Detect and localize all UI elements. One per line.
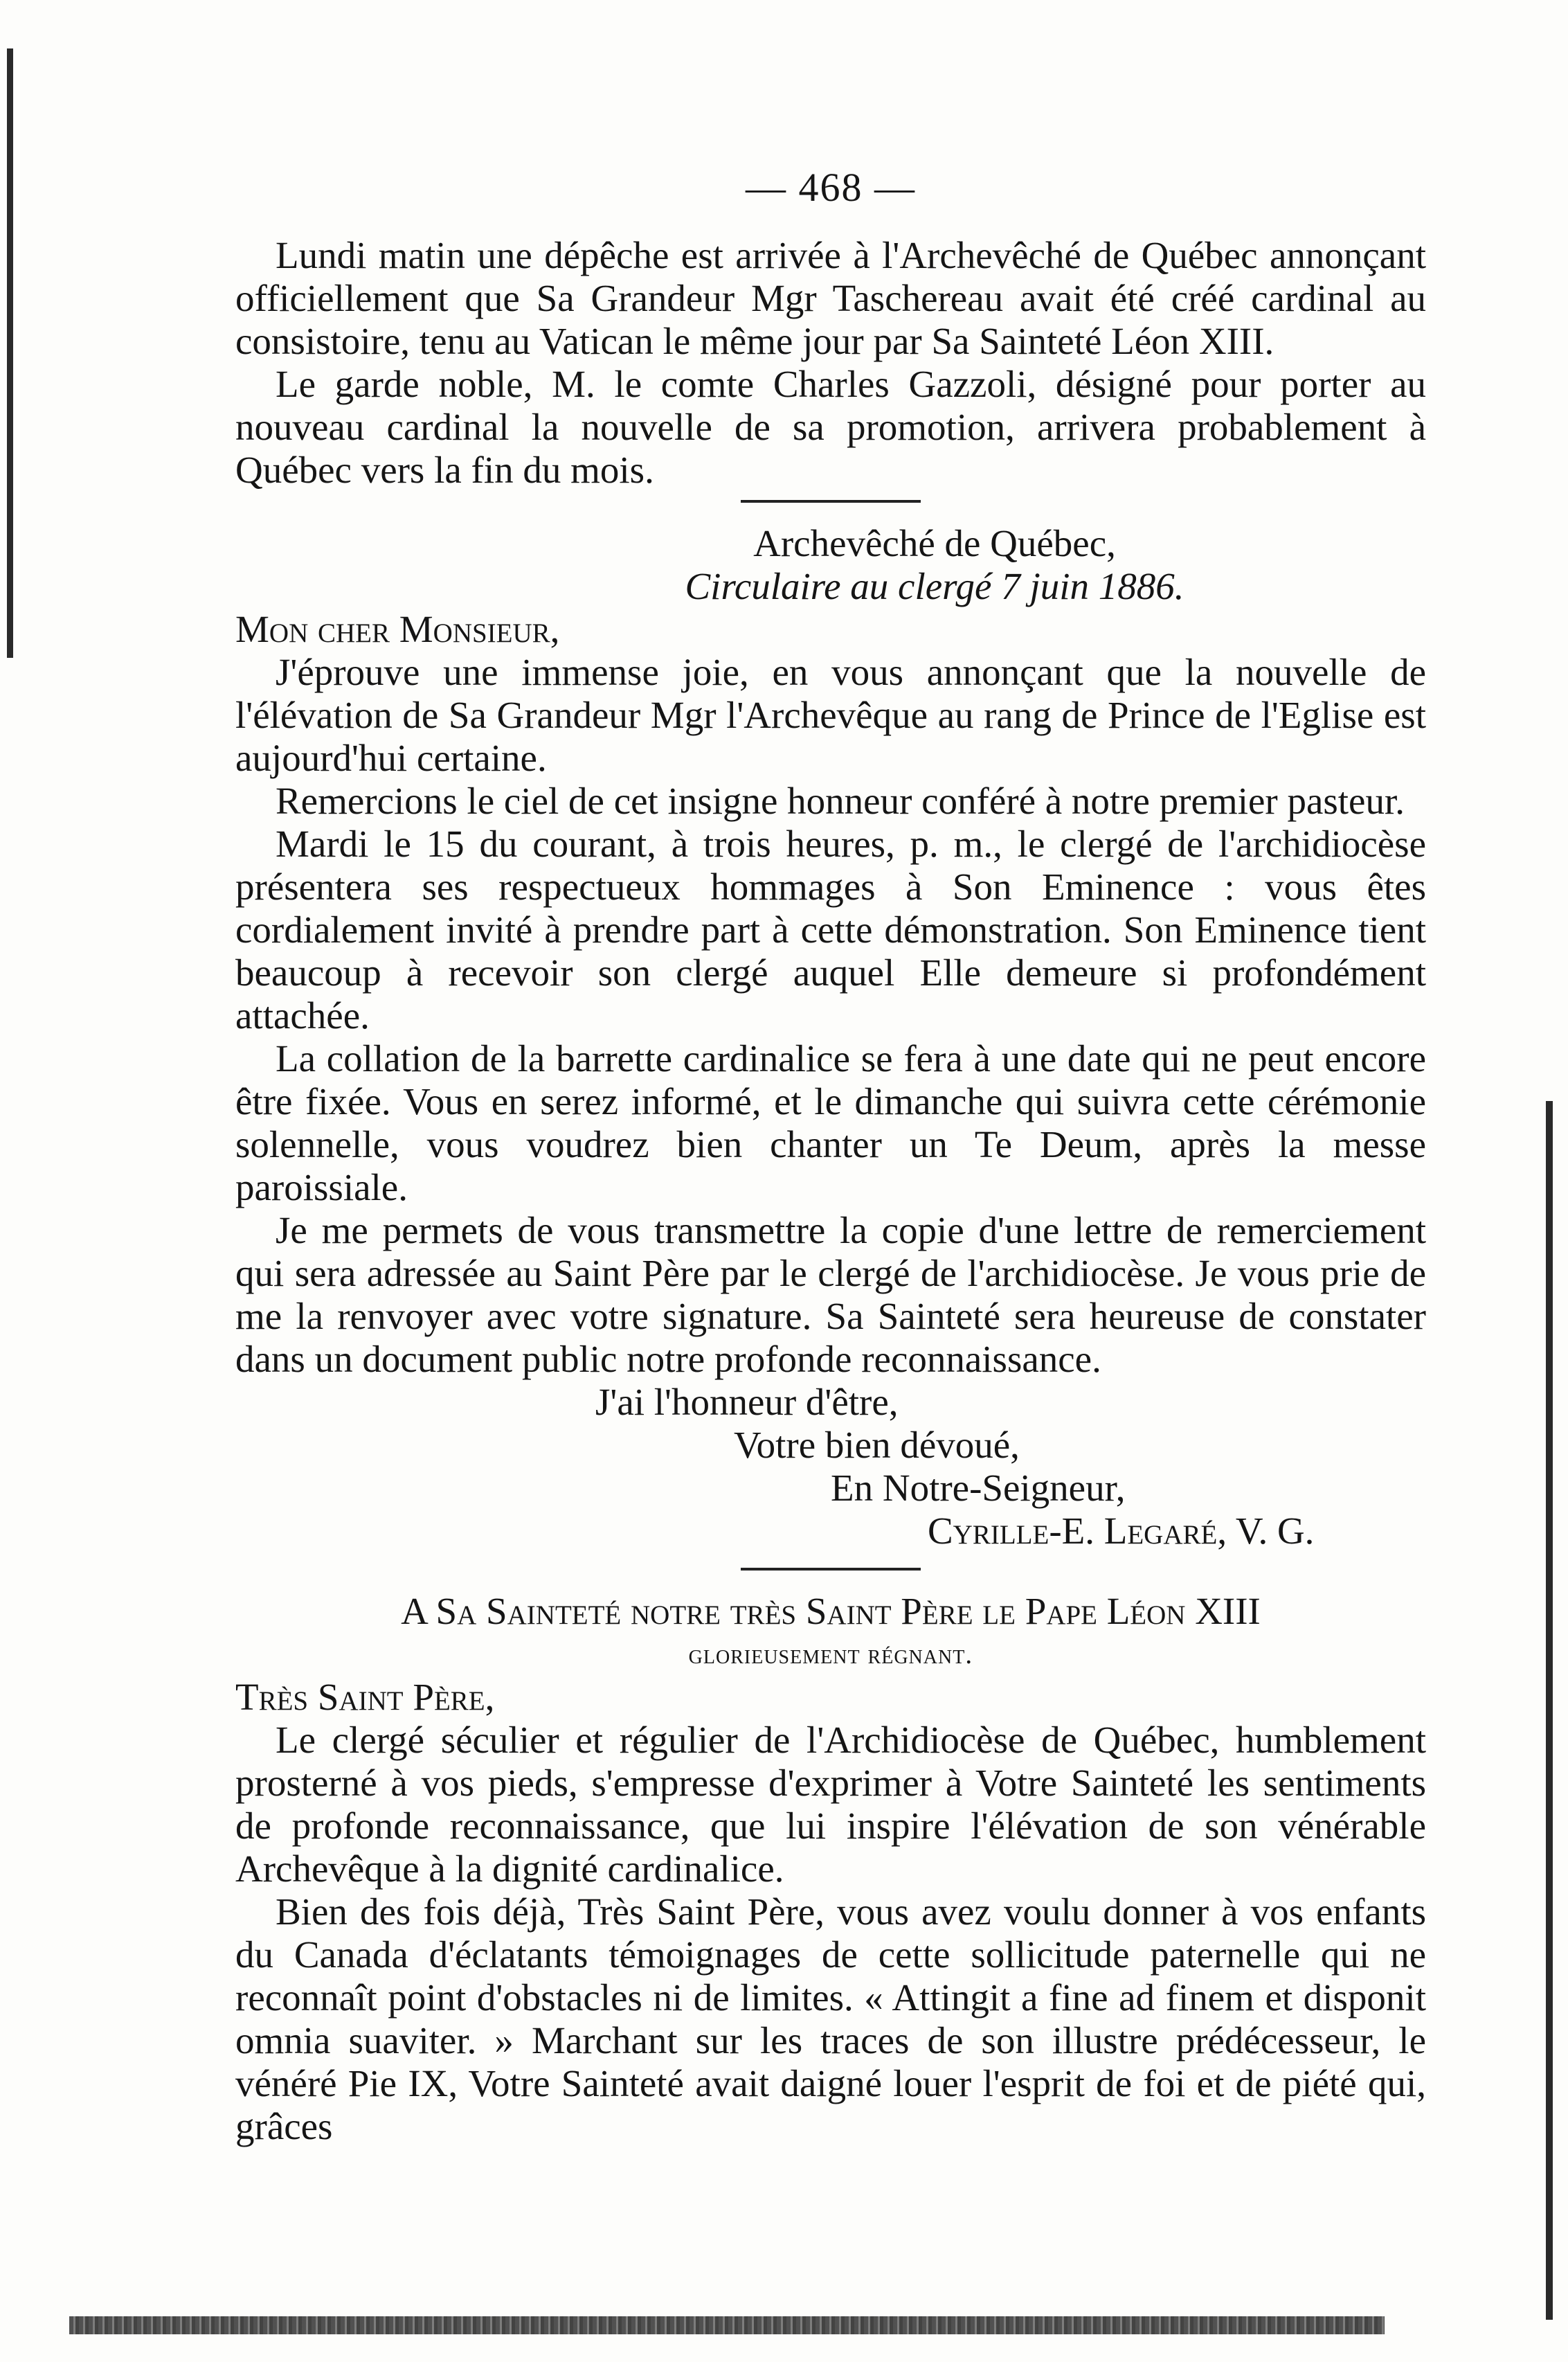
closing-line-2: Votre bien dévoué, (734, 1424, 1020, 1466)
circular-paragraph-3: Mardi le 15 du courant, à trois heures, p. m., le clergé de l'archidiocèse présentera ses respectueux hommages à Son Eminence : vous êtes cordialement invité à prendre part à cette démonstration. Son Eminence tient beaucoup à recevoir son clergé auquel Elle demeure si profondément attachée. (235, 823, 1426, 1037)
signature: Cyrille-E. Legaré, V. G. (928, 1510, 1315, 1552)
circular-paragraph-5: Je me permets de vous transmettre la copie d'une lettre de remerciement qui sera adressée au Saint Père par le clergé de l'archidiocèse. Je vous prie de me la renvoyer avec votre signature. Sa Sainteté sera heureuse de constater dans un document public notre profonde reconnaissance. (235, 1209, 1426, 1380)
news-paragraph-2: Le garde noble, M. le comte Charles Gazzoli, désigné pour porter au nouveau cardinal la nouvelle de sa promotion, arrivera probablement à Québec vers la fin du mois. (235, 363, 1426, 491)
separator-rule (741, 500, 921, 503)
closing-line-1: J'ai l'honneur d'être, (595, 1381, 899, 1423)
news-paragraph-1: Lundi matin une dépêche est arrivée à l'Archevêché de Québec annonçant officiellement que Sa Grandeur Mgr Taschereau avait été créé cardinal au consistoire, tenu au Vatican le même jour par Sa Sainteté Léon XIII. (235, 234, 1426, 362)
letter-subheading: glorieusement régnant. (688, 1638, 973, 1670)
separator-rule-2 (741, 1568, 921, 1571)
circular-paragraph-1: J'éprouve une immense joie, en vous annonçant que la nouvelle de l'élévation de Sa Grandeur Mgr l'Archevêque au rang de Prince de l'Eglise est aujourd'hui certaine. (235, 651, 1426, 779)
letter-paragraph-2: Bien des fois déjà, Très Saint Père, vous avez voulu donner à vos enfants du Canada d'éclatants témoignages de cette sollicitude paternelle qui ne reconnaît point d'obstacles ni de limites. « Attingit a fine ad finem et disponit omnia suaviter. » Marchant sur les traces de son illustre prédécesseur, le vénéré Pie IX, Votre Sainteté avait daigné louer l'esprit de foi et de piété qui, grâces (235, 1890, 1426, 2147)
scan-edge-left (7, 48, 13, 658)
circular-paragraph-2: Remercions le ciel de cet insigne honneur conféré à notre premier pasteur. (276, 780, 1405, 822)
scan-edge-right (1546, 1101, 1553, 2320)
letter-salutation: Très Saint Père, (235, 1676, 495, 1718)
page-body (235, 166, 1426, 2148)
page-number: — 468 — (746, 165, 916, 210)
closing-line-3: En Notre-Seigneur, (831, 1467, 1126, 1509)
letter-paragraph-1: Le clergé séculier et régulier de l'Archidiocèse de Québec, humblement prosterné à vos pieds, s'empresse d'exprimer à Votre Sainteté les sentiments de profonde reconnaissance, que lui inspire l'élévation de son vénérable Archevêque à la dignité cardinalice. (235, 1719, 1426, 1890)
circular-dateline: Circulaire au clergé 7 juin 1886. (685, 565, 1184, 607)
circular-salutation: Mon cher Monsieur, (235, 608, 560, 650)
circular-paragraph-4: La collation de la barrette cardinalice se fera à une date qui ne peut encore être fixée. Vous en serez informé, et le dimanche qui suivra cette cérémonie solennelle, vous voudrez bien chanter un Te Deum, après la messe paroissiale. (235, 1037, 1426, 1208)
letter-heading: A Sa Sainteté notre très Saint Père le Pape Léon XIII (401, 1590, 1261, 1632)
scan-edge-bottom (69, 2316, 1385, 2334)
circular-place: Archevêché de Québec, (753, 522, 1116, 564)
